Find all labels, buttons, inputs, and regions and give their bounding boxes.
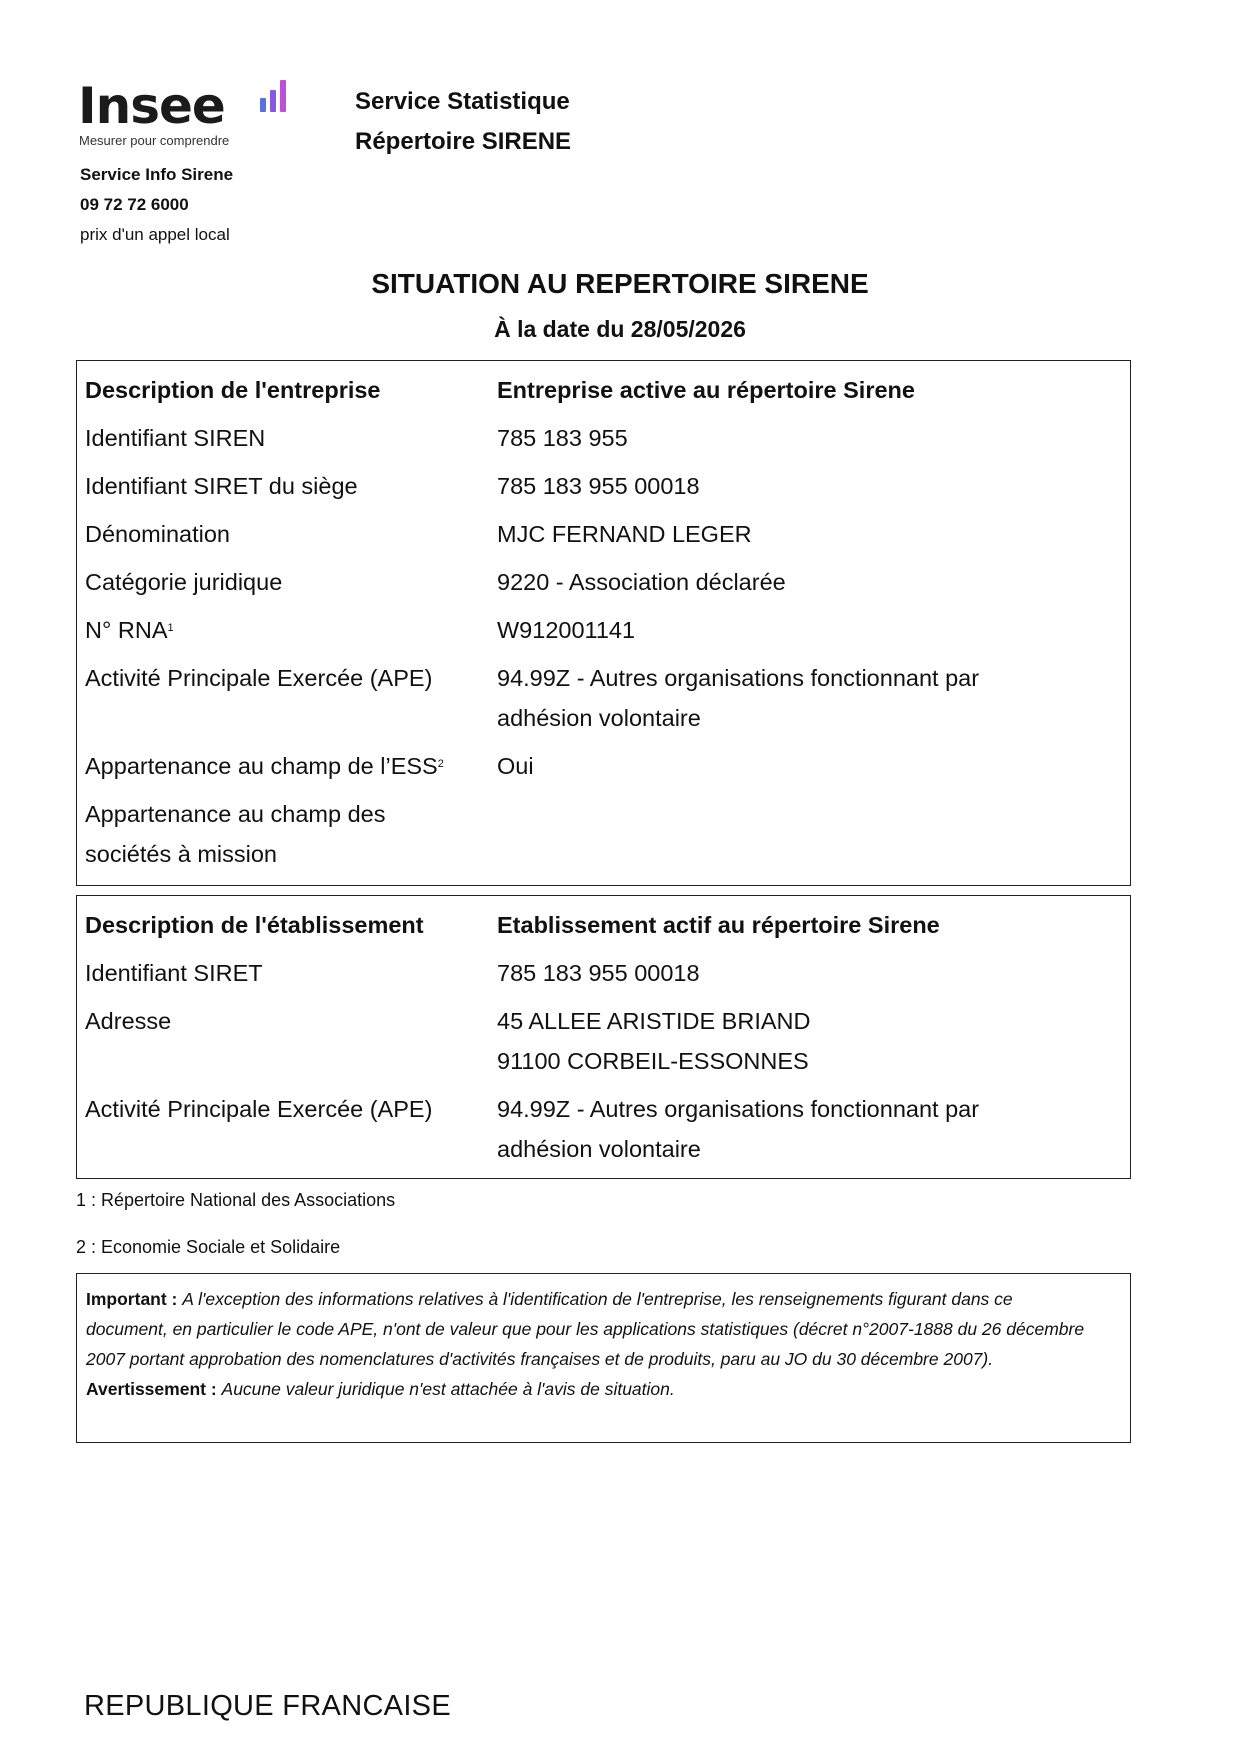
siret-siege-row: [77, 466, 1130, 506]
denomination-label: Dénomination: [85, 521, 231, 547]
ess-label-cell: [85, 746, 497, 786]
avertissement-paragraph: [86, 1374, 1090, 1404]
document-date: À la date du 28/05/2026: [494, 316, 746, 342]
entreprise-header-label: Description de l'entreprise: [85, 377, 381, 403]
republique-francaise: REPUBLIQUE FRANCAISE: [84, 1690, 451, 1722]
entreprise-status: Entreprise active au répertoire Sirene: [497, 377, 915, 403]
categorie-row: [77, 562, 1130, 602]
etablissement-header-label: Description de l'établissement: [85, 912, 424, 938]
adresse-line-1: 45 ALLEE ARISTIDE BRIAND: [497, 1008, 811, 1034]
adresse-row: [77, 1001, 1130, 1081]
siren-row: [77, 418, 1130, 458]
etablissement-header-row: [77, 905, 1130, 945]
siret-value: 785 183 955 00018: [497, 960, 700, 986]
avertissement-text: Aucune valeur juridique n'est attachée à l'avis de situation.: [221, 1379, 675, 1399]
ape-row: [77, 658, 1130, 738]
categorie-label: Catégorie juridique: [85, 569, 283, 595]
document-title: SITUATION AU REPERTOIRE SIRENE: [371, 268, 869, 299]
siren-label: Identifiant SIREN: [85, 425, 266, 451]
important-paragraph: [86, 1284, 1090, 1374]
footnote-2: 2 : Economie Sociale et Solidaire: [76, 1237, 341, 1257]
info-name: Service Info Sirene: [80, 165, 234, 184]
etablissement-status: Etablissement actif au répertoire Sirene: [497, 912, 940, 938]
ess-label: Appartenance au champ de l’ESS: [85, 753, 438, 779]
siren-value: 785 183 955: [497, 425, 628, 451]
siret-siege-value: 785 183 955 00018: [497, 473, 700, 499]
logo-wordmark: Insee: [78, 77, 225, 135]
etablissement-section: [76, 895, 1131, 1179]
ess-row: [77, 746, 1130, 786]
service-heading: [355, 82, 571, 162]
rna-row: [77, 610, 1130, 650]
service-line-2: Répertoire SIRENE: [355, 128, 572, 155]
siret-row: [77, 953, 1130, 993]
bar-chart-icon: [258, 78, 290, 118]
categorie-value: 9220 - Association déclarée: [497, 569, 786, 595]
info-price: prix d'un appel local: [80, 225, 230, 244]
etab-ape-value-line-2: adhésion volontaire: [497, 1136, 701, 1162]
etab-ape-row: [77, 1089, 1130, 1169]
etab-ape-value-line-1: 94.99Z - Autres organisations fonctionnant par: [497, 1096, 980, 1122]
mission-value: [497, 794, 1130, 874]
denomination-value: MJC FERNAND LEGER: [497, 521, 752, 547]
ape-value: [497, 658, 1130, 738]
ape-label: Activité Principale Exercée (APE): [85, 665, 433, 691]
entreprise-header-row: [77, 370, 1130, 410]
siret-label: Identifiant SIRET: [85, 960, 263, 986]
entreprise-section: [76, 360, 1131, 886]
etab-ape-label: Activité Principale Exercée (APE): [85, 1096, 433, 1122]
ape-value-line-2: adhésion volontaire: [497, 705, 701, 731]
rna-value: W912001141: [497, 617, 636, 643]
service-info: [80, 160, 233, 250]
rna-label: N° RNA: [85, 617, 168, 643]
siret-siege-label: Identifiant SIRET du siège: [85, 473, 358, 499]
info-phone: 09 72 72 6000: [80, 195, 189, 214]
mission-row: [77, 794, 1130, 874]
ape-value-line-1: 94.99Z - Autres organisations fonctionnant par: [497, 665, 980, 691]
avertissement-label: Avertissement :: [86, 1379, 217, 1399]
rna-label-cell: [85, 610, 497, 650]
insee-logo: [78, 78, 298, 158]
important-text: A l'exception des informations relatives à l'identification de l'entreprise, les renseignements figurant dans ce document, en particulier le code APE, n'ont de valeur que pour les applications statistiques (décret n°2007-1888 du 26 décembre 2007 portant approbation des nomenclatures d'activités françaises et de produits, paru au JO du 30 décembre 2007).: [86, 1289, 1085, 1369]
important-label: Important :: [86, 1289, 178, 1309]
mission-label-line-1: Appartenance au champ des: [85, 801, 386, 827]
footnote-ref-1: 1: [167, 622, 174, 634]
service-line-1: Service Statistique: [355, 88, 570, 115]
adresse-label: Adresse: [85, 1008, 172, 1034]
adresse-line-2: 91100 CORBEIL-ESSONNES: [497, 1048, 809, 1074]
denomination-row: [77, 514, 1130, 554]
adresse-value: [497, 1001, 1130, 1081]
footnote-1: 1 : Répertoire National des Associations: [76, 1190, 396, 1210]
mission-label-line-2: sociétés à mission: [85, 841, 277, 867]
mission-label: [85, 794, 497, 874]
ess-value: Oui: [497, 753, 534, 779]
logo-tagline: Mesurer pour comprendre: [79, 133, 230, 148]
footnote-ref-2: 2: [437, 758, 444, 770]
etab-ape-value: [497, 1089, 1130, 1169]
important-notice: [76, 1273, 1131, 1443]
